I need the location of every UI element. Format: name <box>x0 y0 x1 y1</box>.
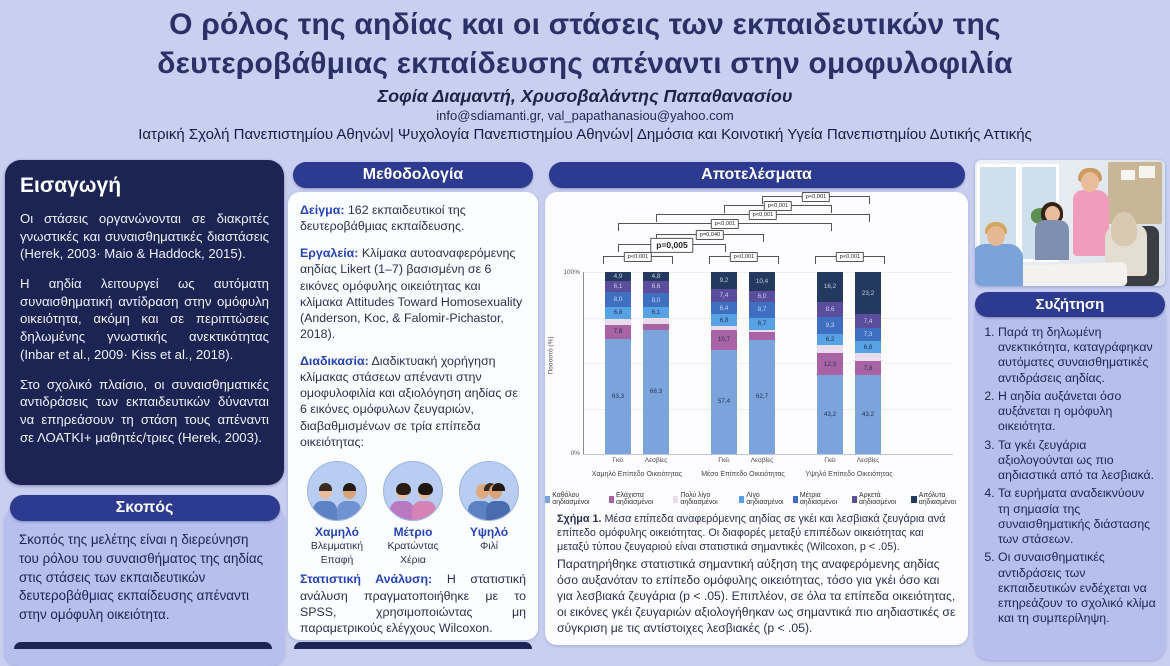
discussion-card <box>975 303 1165 660</box>
stacked-bar <box>817 272 843 454</box>
kissing-couple-icon <box>459 461 519 521</box>
bar-x-label: Λεσβίες <box>644 457 668 464</box>
bar-segment <box>749 332 775 340</box>
stacked-bar <box>749 272 775 454</box>
significance-label: p<0,001 <box>836 252 864 262</box>
stacked-bar <box>711 272 737 454</box>
bar-segment: 6,0 <box>749 291 775 302</box>
intimacy-level-medium <box>380 461 446 568</box>
significance-bracket <box>603 256 673 264</box>
bar-segment: 9,3 <box>817 317 843 334</box>
results-heading: Αποτελέσματα <box>549 162 965 188</box>
procedure-text: Διαδικτυακή χορήγηση κλίμακας στάσεων απέναντι στην ομοφυλοφιλία και αξιολόγηση αηδίας σε 6 εικόνες ομόφυλων ζευγαριών, διαβαθμισμένων σε τρία επίπεδα οικειότητας: <box>300 354 518 449</box>
bar-segment: 23,2 <box>855 272 881 314</box>
group-label: Υψηλό Επίπεδο Οικειότητας <box>805 471 893 478</box>
discussion-item-2: 2. Η αηδία αυξάνεται όσο αυξάνεται η ομόφυλη οικειότητα. <box>998 389 1157 435</box>
bar-segment: 57,4 <box>711 350 737 454</box>
intimacy-medium-label: Μέτριο <box>393 524 433 539</box>
group-label: Χαμηλό Επίπεδο Οικειότητας <box>591 471 683 478</box>
significance-label: p<0,001 <box>764 201 792 211</box>
legend-item <box>609 492 666 506</box>
legend-item <box>545 492 602 506</box>
legend-swatch <box>793 496 798 503</box>
figure-caption-label: Σχήμα 1. <box>557 513 602 525</box>
bar-segment: 6,4 <box>711 302 737 314</box>
bar-segment: 7,8 <box>855 361 881 375</box>
figure-caption-text: Μέσα επίπεδα αναφερόμενης αηδίας σε γκέι και λεσβιακά ζευγάρια ανά επίπεδο ομόφυλης οικειότητας. Οι διαφορές μεταξύ επιπέδων οικειότητας και μεταξύ τύπου ζευγαριού είναι στατιστικά σημαντικές (Wilcoxon, p < .05). <box>557 513 946 554</box>
significance-bracket <box>618 239 726 252</box>
sample-paragraph <box>300 202 526 234</box>
legend-label: Καθόλου αηδιασμένοι <box>552 492 590 506</box>
significance-label: p<0,001 <box>624 252 652 262</box>
title-line-1: Ο ρόλος της αηδίας και οι στάσεις των εκπαιδευτικών της <box>169 8 1001 41</box>
purpose-heading: Σκοπός <box>10 495 280 521</box>
author-emails: info@sdiamanti.gr, val_papathanasiou@yahoo.com <box>436 108 734 123</box>
bar-segment: 6,8 <box>605 307 631 319</box>
legend-label: Λίγο αηδιασμένοι <box>746 492 784 506</box>
legend-label: Απόλυτα αηδιασμένοι <box>918 492 956 506</box>
discussion-list <box>981 325 1157 626</box>
methodology-section <box>288 162 538 640</box>
photo-column <box>975 160 1165 286</box>
discussion-heading: Συζήτηση <box>975 292 1165 317</box>
bar-segment: 68,3 <box>643 330 669 454</box>
procedure-paragraph <box>300 353 526 450</box>
bar-segment: 7,4 <box>711 289 737 302</box>
bar-segment: 6,1 <box>605 281 631 292</box>
y-tick-100: 100% <box>563 269 580 276</box>
bar-x-label: Γκέι <box>718 457 730 464</box>
discussion-section <box>975 292 1165 660</box>
bar-segment: 4,9 <box>605 272 631 281</box>
significance-label: p=0,005 <box>650 238 693 253</box>
bar-segment: 43,2 <box>855 375 881 454</box>
discussion-item-3: 3. Τα γκέι ζευγάρια αξιολογούνται ως πιο αηδιαστικά από τα λεσβιακά. <box>998 438 1157 484</box>
intimacy-levels-illustrations <box>300 461 526 568</box>
legend-item <box>852 492 905 506</box>
methodology-heading: Μεθοδολογία <box>293 162 533 188</box>
bar-segment: 8,0 <box>643 293 669 308</box>
bar-segment: 7,8 <box>605 325 631 339</box>
significance-label: p=0,040 <box>696 230 724 240</box>
holding-hands-couple-icon <box>383 461 443 521</box>
bar-segment: 6,7 <box>749 318 775 330</box>
legend-item <box>739 492 786 506</box>
legend-label: Ελάχιστα αηδιασμένοι <box>615 492 654 506</box>
y-axis-label: Ποσοστό (%) <box>547 336 555 375</box>
title-line-2: δευτεροβάθμιας εκπαίδευσης απέναντι στην ομοφυλοφιλία <box>157 47 1013 80</box>
y-tick-0: 0% <box>570 450 580 457</box>
statistics-text: Η στατιστική ανάλυση πραγματοποιήθηκε με το SPSS, χρησιμοποιώντας μη παραμετρικούς ελέγχους Wilcoxon. <box>300 572 526 635</box>
intimacy-high-desc: Φιλί <box>479 541 499 553</box>
tools-paragraph <box>300 245 526 342</box>
eye-contact-couple-icon <box>307 461 367 521</box>
introduction-paragraph-3: Στο σχολικό πλαίσιο, οι συναισθηματικές αντιδράσεις των εκπαιδευτικών δύνανται να επηρεάσουν τη στάση τους απέναντι σε ΛΟΑΤΚΙ+ μαθητές/τριες (Herek, 2003). <box>20 376 269 445</box>
chart-y-axis <box>583 272 584 454</box>
intimacy-medium-desc: Κρατώντας Χέρια <box>387 541 439 566</box>
significance-bracket <box>815 256 885 264</box>
legend-swatch <box>673 496 678 503</box>
introduction-paragraph-2: Η αηδία λειτουργεί ως αυτόματη συναισθηματική αντίδραση στην ομόφυλη οικειότητα, ακόμη και σε περιπτώσεις δηλωμένης γνωστικής ανεκτικότητας (Inbar et al., 2009· Kiss et al., 2018). <box>20 276 269 362</box>
chart-legend <box>545 492 968 506</box>
legend-item <box>911 492 968 506</box>
results-body: Παρατηρήθηκε στατιστικά σημαντική αύξηση της αναφερόμενης αηδίας όσο αυξανόταν το επίπεδο ομόφυλης οικειότητας, τόσο για γκέι όσο και για λεσβιακά ζευγάρια (p < .05). Επιπλέον, σε όλα τα επίπεδα οικειότητας, οι εικόνες γκέι ζευγαριών αξιολογήθηκαν ως σημαντικά πιο αηδιαστικές σε σύγκριση με τις αντίστοιχες λεσβιακές (p < .05). <box>557 557 956 636</box>
significance-label: p<0,001 <box>730 252 758 262</box>
intimacy-low-desc: Βλεμματική Επαφή <box>310 541 364 566</box>
cutoff-section-header-middle <box>294 642 532 649</box>
discussion-item-5: 5. Οι συναισθηματικές αντιδράσεις των εκπαιδευτικών ενδέχεται να επηρεάζουν το σχολικό κλίμα και τη συμπερίληψη. <box>998 550 1157 626</box>
bar-segment: 7,3 <box>855 328 881 341</box>
purpose-section <box>5 495 284 666</box>
poster-header <box>0 0 1170 143</box>
intimacy-level-high <box>456 461 522 568</box>
bar-segment: 8,6 <box>817 302 843 318</box>
bar-segment: 9,2 <box>711 272 737 289</box>
bar-x-label: Λεσβίες <box>856 457 880 464</box>
bar-segment: 8,7 <box>749 302 775 318</box>
authors: Σοφία Διαμαντή, Χρυσοβαλάντης Παπαθανασίου <box>377 86 793 106</box>
significance-bracket <box>656 214 870 222</box>
legend-swatch <box>911 496 916 503</box>
significance-bracket <box>709 256 779 264</box>
bar-segment: 6,2 <box>817 334 843 345</box>
tools-text: Κλίμακα αυτοαναφερόμενης αηδίας Likert (1–7) βασισμένη σε 6 εικόνες ομόφυλης οικειότητας και κλίμακα Attitudes Toward Homosexuality (Anderson, Koc, & Falomir-Pichastor, 2018). <box>300 246 523 341</box>
significance-label: p<0,001 <box>711 219 739 229</box>
methodology-card <box>288 192 538 640</box>
purpose-body: Σκοπός της μελέτης είναι η διερεύνηση του ρόλου του συναισθήματος της αηδίας στις στάσεις των εκπαιδευτικών δευτεροβάθμιας εκπαίδευσης απέναντι στην ομόφυλη οικειότητα. <box>5 507 284 666</box>
bar-x-label: Γκέι <box>612 457 624 464</box>
introduction-heading: Εισαγωγή <box>20 174 122 197</box>
discussion-item-4: 4. Τα ευρήματα αναδεικνύουν τη σημασία της συναισθηματικής διάστασης των στάσεων. <box>998 486 1157 547</box>
poster-title <box>30 5 1140 83</box>
classroom-photo <box>975 160 1165 286</box>
stacked-bar-chart <box>545 192 968 492</box>
bar-segment: 16,2 <box>817 272 843 301</box>
bar-segment: 10,4 <box>749 272 775 291</box>
stacked-bar <box>855 272 881 454</box>
stacked-bar <box>605 272 631 454</box>
legend-swatch <box>739 496 744 503</box>
results-section <box>545 162 968 645</box>
bar-segment <box>855 353 881 361</box>
bar-segment: 12,3 <box>817 353 843 375</box>
bar-segment: 8,0 <box>605 292 631 307</box>
significance-bracket <box>724 205 832 213</box>
affiliations: Ιατρική Σχολή Πανεπιστημίου Αθηνών| Ψυχολογία Πανεπιστημίου Αθηνών| Δημόσια και Κοινοτική Υγεία Πανεπιστημίου Δυτικής Αττικής <box>138 126 1032 143</box>
legend-item <box>793 492 845 506</box>
bar-x-label: Λεσβίες <box>750 457 774 464</box>
bar-segment: 6,8 <box>711 314 737 326</box>
cutoff-section-header-left <box>14 642 272 649</box>
bar-segment: 10,7 <box>711 330 737 349</box>
procedure-label: Διαδικασία: <box>300 354 369 368</box>
chart-x-axis <box>583 454 953 455</box>
results-card <box>545 192 968 645</box>
bar-x-label: Γκέι <box>824 457 836 464</box>
bar-segment: 43,2 <box>817 375 843 454</box>
legend-label: Αρκετά αηδιασμένοι <box>859 492 897 506</box>
legend-label: Πολύ λίγο αηδιασμένοι <box>680 492 718 506</box>
group-label: Μέσο Επίπεδο Οικειότητας <box>701 471 785 478</box>
statistics-paragraph <box>300 571 526 636</box>
statistics-label: Στατιστική Ανάλυση: <box>300 572 433 587</box>
introduction-paragraph-1: Οι στάσεις οργανώνονται σε διακριτές γνωστικές και συναισθηματικές διαστάσεις (Herek, 2003· Maio & Haddock, 2015). <box>20 211 269 262</box>
intimacy-level-low <box>304 461 370 568</box>
discussion-item-1: 1. Παρά τη δηλωμένη ανεκτικότητα, καταγράφηκαν αυτόματες συναισθηματικές αντιδράσεις αηδίας. <box>998 325 1157 386</box>
introduction-section <box>5 160 284 485</box>
sample-label: Δείγμα: <box>300 203 345 217</box>
legend-item <box>673 492 732 506</box>
significance-label: p<0,001 <box>802 192 830 202</box>
significance-label: p<0,001 <box>749 210 777 220</box>
legend-label: Μέτρια αηδιασμένοι <box>799 492 838 506</box>
sample-text: 162 εκπαιδευτικοί της δευτεροβάθμιας εκπαίδευσης. <box>300 203 466 234</box>
bar-segment: 7,4 <box>855 314 881 327</box>
significance-bracket <box>618 223 832 231</box>
bar-segment: 63,3 <box>605 339 631 454</box>
legend-swatch <box>852 496 857 503</box>
introduction-card <box>5 160 284 485</box>
legend-swatch <box>545 496 550 503</box>
legend-swatch <box>609 496 614 503</box>
bar-segment: 6,6 <box>643 281 669 293</box>
bar-segment: 4,8 <box>643 272 669 281</box>
tools-label: Εργαλεία: <box>300 246 359 261</box>
figure-caption <box>557 512 958 554</box>
stacked-bar <box>643 272 669 454</box>
bar-segment <box>817 345 843 353</box>
bar-segment: 6,8 <box>855 341 881 353</box>
intimacy-low-label: Χαμηλό <box>315 524 359 539</box>
bar-segment: 62,7 <box>749 340 775 454</box>
bar-segment: 6,1 <box>643 307 669 318</box>
intimacy-high-label: Υψηλό <box>469 524 509 539</box>
